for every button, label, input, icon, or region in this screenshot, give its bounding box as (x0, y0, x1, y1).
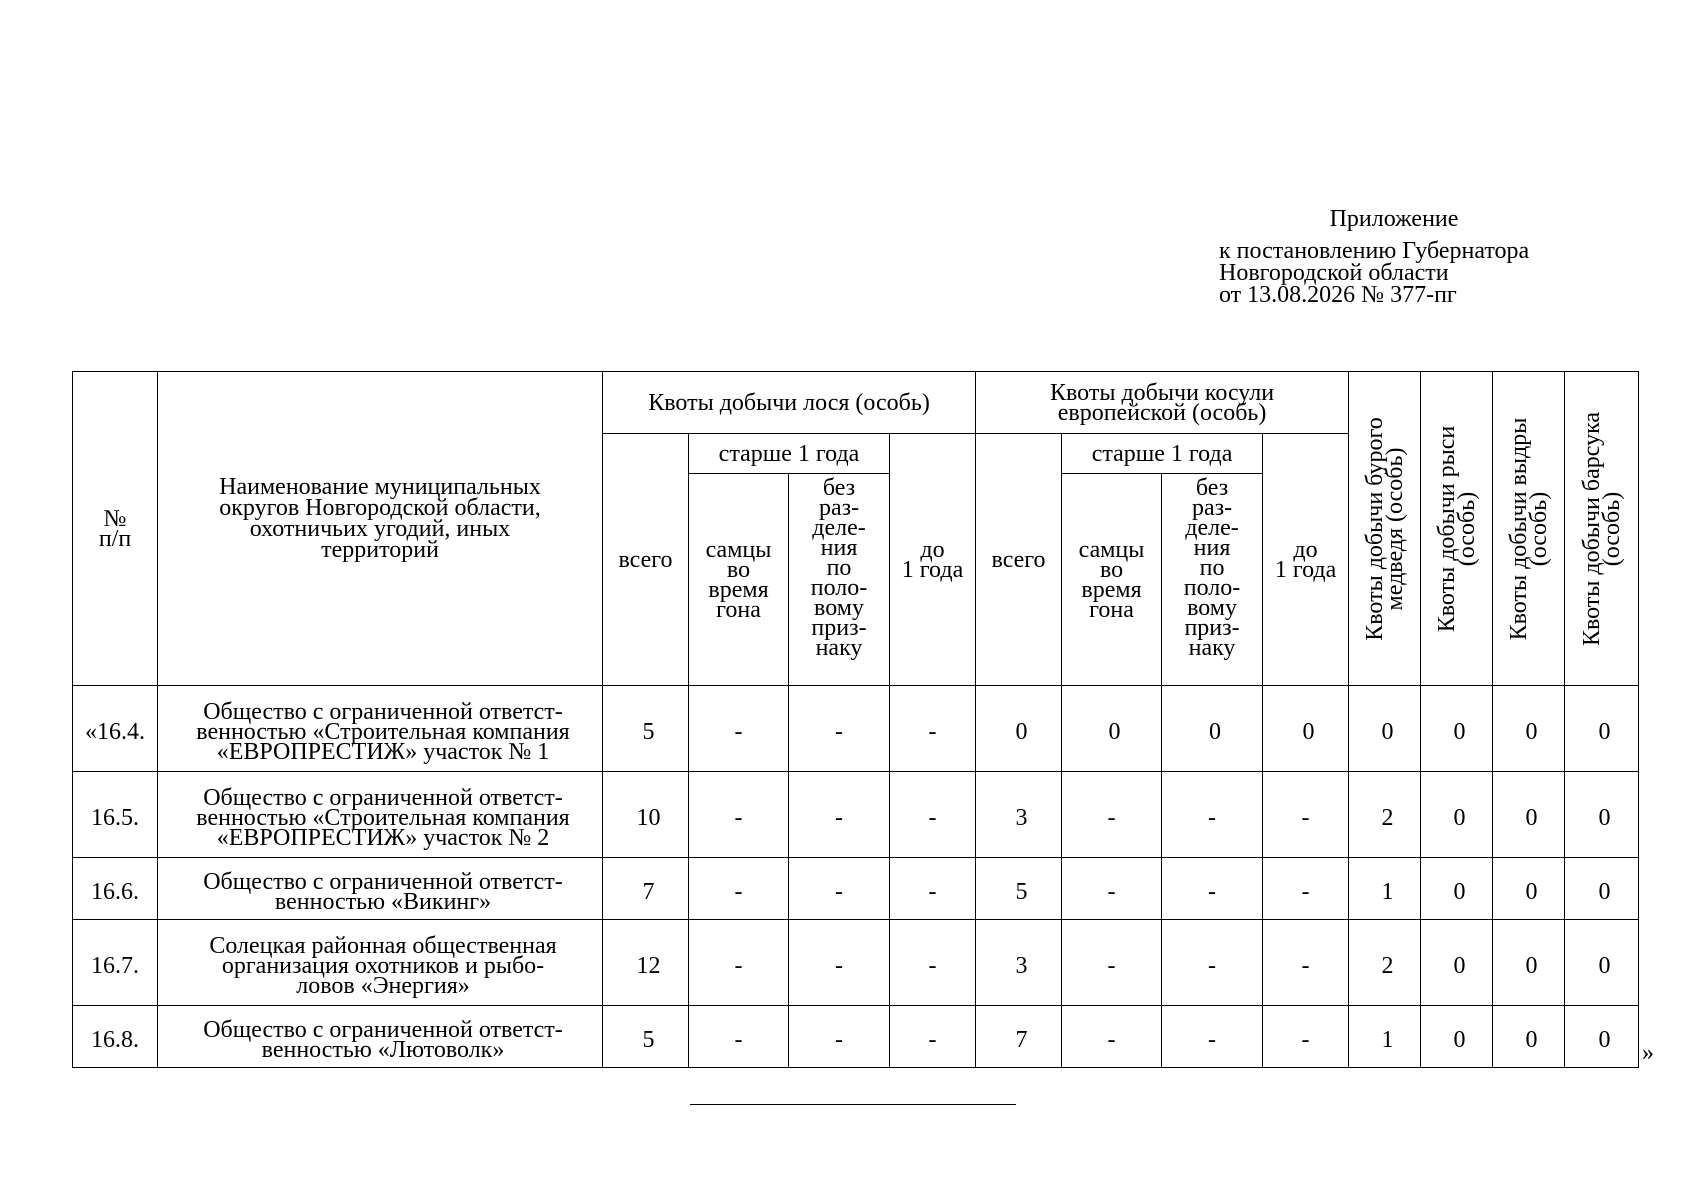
appendix-reference: к постановлению Губернатора Новгородской области от 13.08.2026 № 377-пг (1219, 238, 1530, 308)
header-badger: Квоты добычи барсука (особь) (1565, 372, 1639, 686)
row-number: 16.8. (73, 1006, 158, 1068)
header-roe-group: Квоты добычи косули европейской (особь) (976, 372, 1349, 434)
header-moose-nodiv: без раз- деле- ния по поло- вому приз- наку (789, 474, 890, 686)
roe-nodiv: - (1162, 1006, 1263, 1068)
header-moose-total: всего (603, 434, 689, 686)
lynx-quota: 0 (1421, 858, 1493, 920)
moose-nodiv: - (789, 686, 890, 772)
moose-nodiv: - (789, 920, 890, 1006)
moose-males: - (689, 686, 789, 772)
moose-total: 5 (603, 1006, 689, 1068)
roe-total: 5 (976, 858, 1062, 920)
otter-quota: 0 (1493, 858, 1565, 920)
row-number: 16.6. (73, 858, 158, 920)
roe-under1: - (1263, 858, 1349, 920)
quota-table (72, 371, 1639, 1068)
moose-total: 5 (603, 686, 689, 772)
roe-under1: - (1263, 772, 1349, 858)
roe-nodiv: - (1162, 858, 1263, 920)
lynx-quota: 0 (1421, 920, 1493, 1006)
roe-males: - (1062, 858, 1162, 920)
roe-males: - (1062, 920, 1162, 1006)
roe-males: - (1062, 1006, 1162, 1068)
table-header (73, 372, 1639, 686)
roe-males: - (1062, 772, 1162, 858)
otter-quota: 0 (1493, 686, 1565, 772)
lynx-quota: 0 (1421, 1006, 1493, 1068)
otter-quota: 0 (1493, 772, 1565, 858)
row-name: Общество с ограниченной ответст- венностью «Викинг» (158, 858, 603, 920)
header-number: № п/п (73, 372, 158, 686)
bear-quota: 1 (1349, 858, 1421, 920)
moose-total: 10 (603, 772, 689, 858)
bear-quota: 2 (1349, 920, 1421, 1006)
table-row (73, 920, 1639, 1006)
moose-males: - (689, 920, 789, 1006)
header-moose-older: старше 1 года (689, 434, 890, 474)
lynx-quota: 0 (1421, 686, 1493, 772)
row-name: Общество с ограниченной ответст- венностью «Строительная компания «ЕВРОПРЕСТИЖ» участок № 1 (158, 686, 603, 772)
moose-under1: - (890, 920, 976, 1006)
roe-total: 0 (976, 686, 1062, 772)
otter-quota: 0 (1493, 1006, 1565, 1068)
moose-total: 7 (603, 858, 689, 920)
roe-under1: - (1263, 1006, 1349, 1068)
row-number: «16.4. (73, 686, 158, 772)
header-roe-under1: до 1 года (1263, 434, 1349, 686)
roe-nodiv: 0 (1162, 686, 1263, 772)
moose-under1: - (890, 686, 976, 772)
moose-males: - (689, 858, 789, 920)
lynx-quota: 0 (1421, 772, 1493, 858)
row-name: Общество с ограниченной ответст- венностью «Лютоволк» (158, 1006, 603, 1068)
header-moose-males: самцы во время гона (689, 474, 789, 686)
roe-males: 0 (1062, 686, 1162, 772)
moose-nodiv: - (789, 772, 890, 858)
bottom-divider (690, 1104, 1016, 1105)
bear-quota: 0 (1349, 686, 1421, 772)
header-lynx: Квоты добычи рыси (особь) (1421, 372, 1493, 686)
appendix-title: Приложение (1329, 206, 1459, 232)
moose-males: - (689, 1006, 789, 1068)
bear-quota: 1 (1349, 1006, 1421, 1068)
appendix-block (1219, 208, 1619, 306)
roe-nodiv: - (1162, 920, 1263, 1006)
header-roe-nodiv: без раз- деле- ния по поло- вому приз- наку (1162, 474, 1263, 686)
otter-quota: 0 (1493, 920, 1565, 1006)
moose-nodiv: - (789, 858, 890, 920)
roe-total: 3 (976, 772, 1062, 858)
moose-total: 12 (603, 920, 689, 1006)
row-name: Общество с ограниченной ответст- венностью «Строительная компания «ЕВРОПРЕСТИЖ» участок № 2 (158, 772, 603, 858)
row-number: 16.5. (73, 772, 158, 858)
badger-quota: 0 (1565, 686, 1639, 772)
header-roe-older: старше 1 года (1062, 434, 1263, 474)
bear-quota: 2 (1349, 772, 1421, 858)
row-number: 16.7. (73, 920, 158, 1006)
header-roe-males: самцы во время гона (1062, 474, 1162, 686)
badger-quota: 0 (1565, 858, 1639, 920)
roe-total: 7 (976, 1006, 1062, 1068)
moose-under1: - (890, 858, 976, 920)
table-row (73, 858, 1639, 920)
roe-under1: - (1263, 920, 1349, 1006)
header-moose-under1: до 1 года (890, 434, 976, 686)
moose-nodiv: - (789, 1006, 890, 1068)
moose-under1: - (890, 772, 976, 858)
header-moose-group: Квоты добычи лося (особь) (603, 372, 976, 434)
badger-quota: 0 (1565, 1006, 1639, 1068)
table-row (73, 1006, 1639, 1068)
moose-males: - (689, 772, 789, 858)
roe-total: 3 (976, 920, 1062, 1006)
badger-quota: 0 (1565, 920, 1639, 1006)
header-otter: Квоты добычи выдры (особь) (1493, 372, 1565, 686)
badger-quota: 0 (1565, 772, 1639, 858)
header-roe-total: всего (976, 434, 1062, 686)
row-name: Солецкая районная общественная организация охотников и рыбо- ловов «Энергия» (158, 920, 603, 1006)
header-bear: Квоты добычи бурого медведя (особь) (1349, 372, 1421, 686)
roe-under1: 0 (1263, 686, 1349, 772)
moose-under1: - (890, 1006, 976, 1068)
table-row (73, 772, 1639, 858)
closing-quote: » (1642, 1040, 1654, 1066)
header-name: Наименование муниципальных округов Новгородской области, охотничьих угодий, иных территорий (158, 372, 603, 686)
roe-nodiv: - (1162, 772, 1263, 858)
table-row (73, 686, 1639, 772)
